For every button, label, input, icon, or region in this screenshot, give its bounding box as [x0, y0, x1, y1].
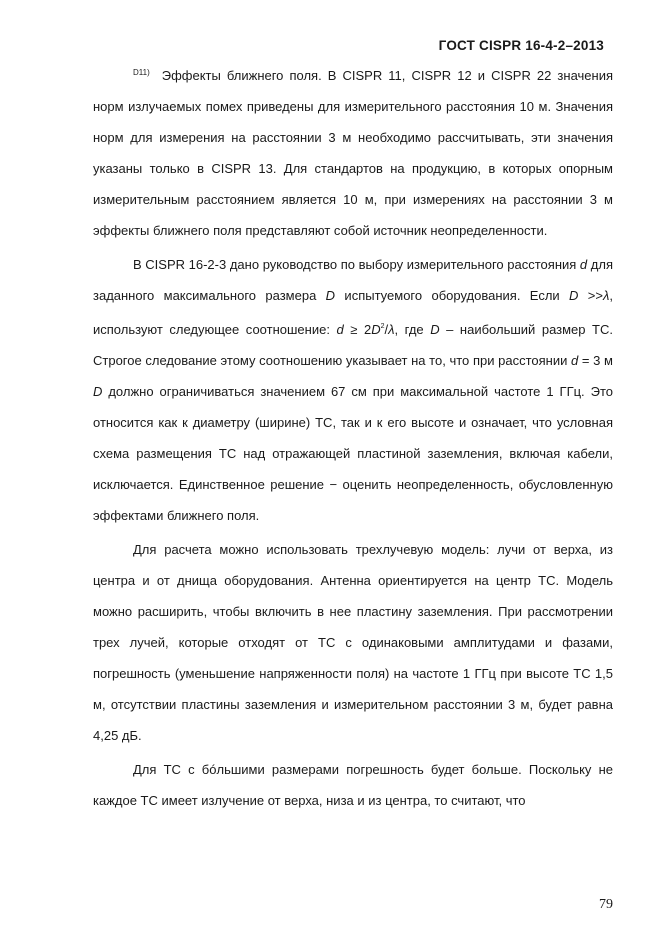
text-run: , используют следующее соотношение:: [93, 288, 614, 337]
paragraph-three-ray-model: Для расчета можно использовать трехлучевую модель: лучи от верха, из центра и от днища оборудования. Антенна ориентируется на центр ТС. Модель можно расширить, чтобы включить в нее пластину заземления. При рассмотрении трех лучей, которые отходят от ТС с одинаковыми амплитудами и фазами, погрешность (уменьшение напряженности поля) на частоте 1 ГГц при высоте ТС 1,5 м, отсутствии пластины заземления и измерительном расстоянии 3 м, будет равна 4,25 дБ.: [93, 542, 613, 743]
text-run: , где: [394, 322, 431, 337]
variable-d: d: [336, 322, 344, 337]
paragraph-larger-eut: Для ТС с бóльшими размерами погрешность будет больше. Поскольку не каждое ТС имеет излучение от верха, низа и из центра, то считают, что: [93, 762, 613, 808]
document-body: [93, 57, 613, 816]
variable-lambda: λ: [388, 322, 395, 337]
variable-D: D: [371, 322, 381, 337]
page-number: 79: [599, 897, 613, 912]
text-run: = 3 м: [578, 353, 613, 368]
variable-D: D: [325, 288, 336, 303]
text-run: – наибольший размер ТС. Строгое следование этому соотношению указывает на то, что при расстоянии: [93, 322, 613, 368]
footnote-paragraph: [93, 57, 613, 246]
text-run: для заданного максимального размера: [93, 257, 613, 303]
superscript: 2: [380, 323, 385, 330]
text-run: испытуемого оборудования. Если: [335, 288, 570, 303]
text-run: ≥ 2: [343, 322, 372, 337]
text-run: должно ограничиваться значением 67 см при максимальной частоте 1 ГГц. Это относится как к диаметру (ширине) ТС, так и к его высоте и означает, что условная схема размещения ТС над отражающей пластиной заземления, включая кабели, исключается. Единственное решение − оценить неопределенность, обусловленную эффектами ближнего поля.: [93, 384, 613, 523]
text-run: >>: [578, 288, 603, 303]
text-run: В CISPR 16-2-3 дано руководство по выбору измерительного расстояния: [133, 257, 580, 272]
paragraph-measurement-distance: [93, 249, 613, 531]
text-run: /: [384, 322, 389, 337]
footnote-text: Эффекты ближнего поля. В CISPR 11, CISPR 12 и CISPR 22 значения норм излучаемых помех приведены для измерительного расстояния 10 м. Значения норм для измерения на расстоянии 3 м необходимо рассчитывать, эти значения указаны только в CISPR 13. Для стандартов на продукцию, в которых опорным измерительным расстоянием является 10 м, при измерениях на расстоянии 3 м эффекты ближнего поля представляют собой источник неопределенности.: [93, 68, 613, 238]
footnote-marker: D11): [133, 68, 150, 77]
variable-D: D: [430, 322, 440, 337]
variable-lambda: λ: [602, 288, 610, 303]
variable-d: d: [571, 353, 579, 368]
variable-d: d: [579, 257, 588, 272]
document-header: ГОСТ CISPR 16-4-2–2013: [438, 38, 604, 53]
variable-D: D: [93, 384, 103, 399]
variable-D: D: [569, 288, 579, 303]
